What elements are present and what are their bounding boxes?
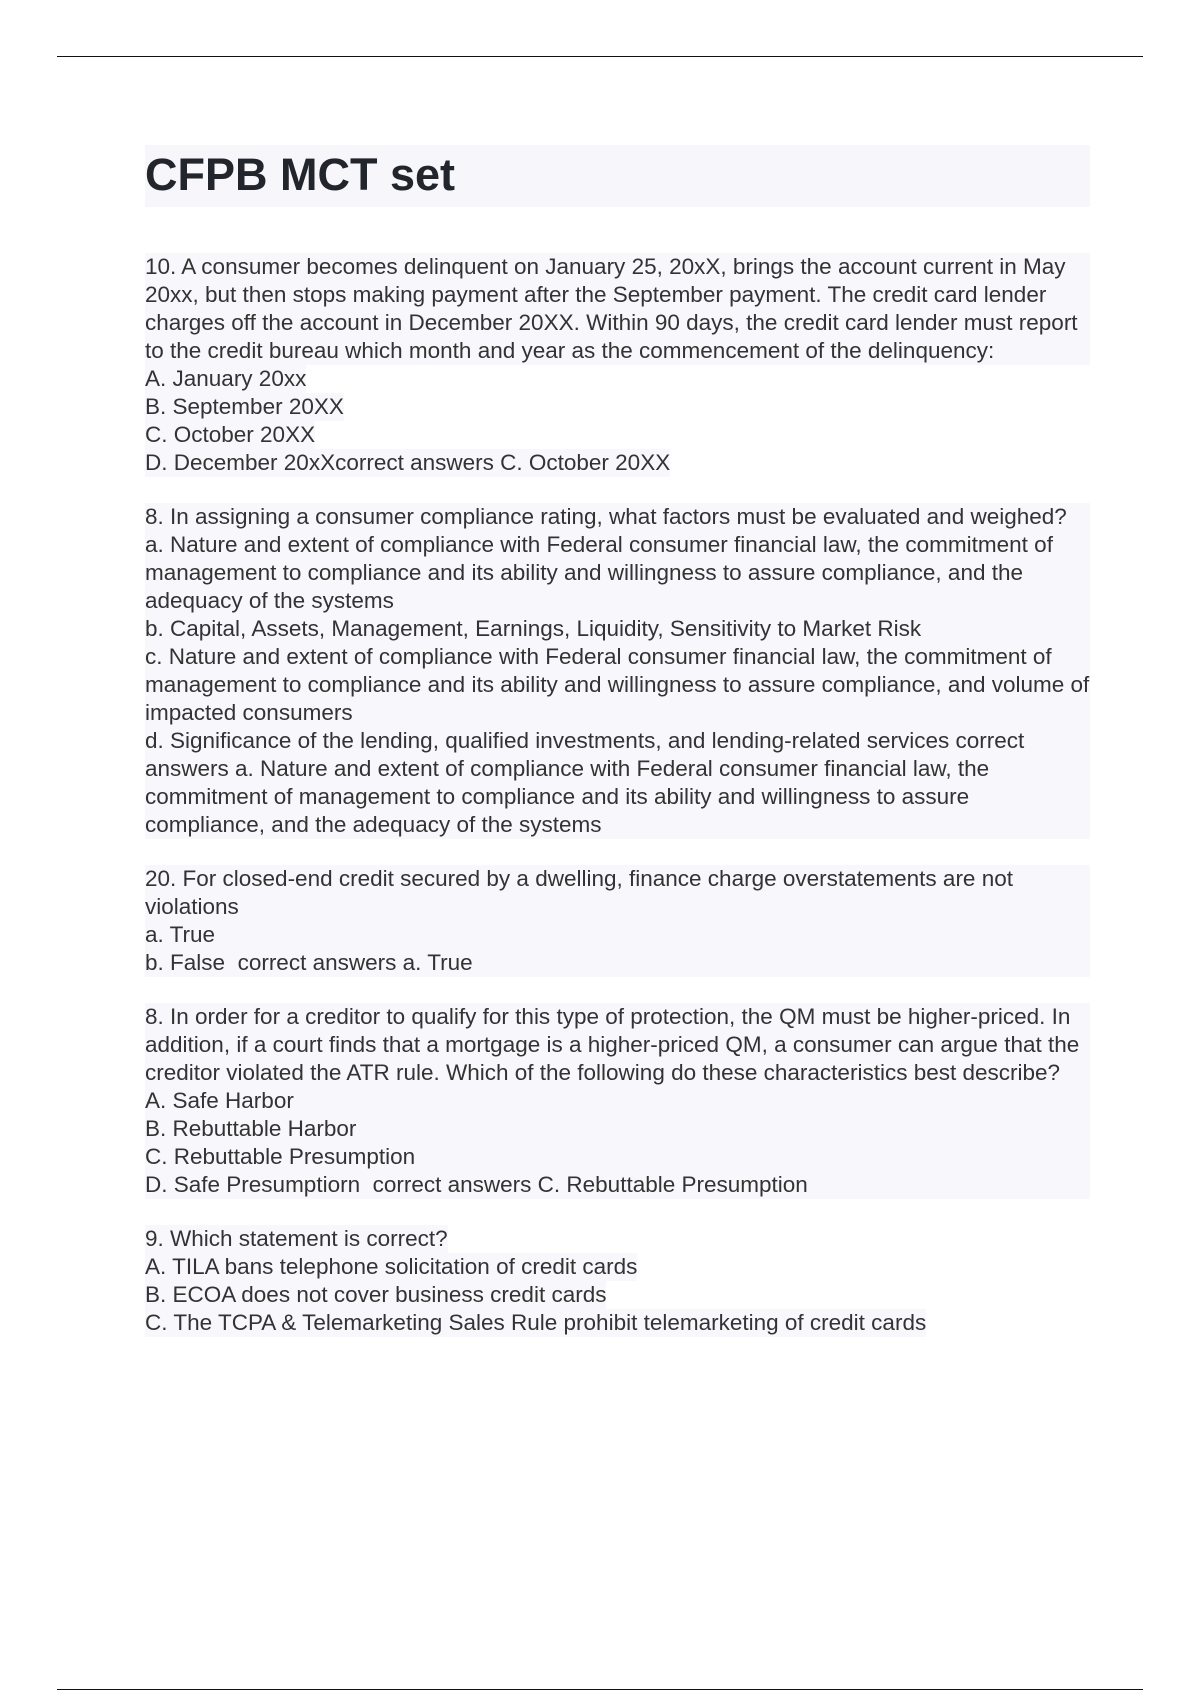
- option: C. Rebuttable Presumption: [145, 1143, 1090, 1171]
- option: B. September 20XX: [145, 394, 344, 419]
- qa-item: [145, 253, 1090, 477]
- qa-list: [145, 253, 1090, 1337]
- document-content: [145, 145, 1090, 1363]
- option: b. False: [145, 950, 226, 975]
- final-option-with-answer: [145, 727, 1090, 839]
- final-option-with-answer: [145, 949, 1090, 977]
- option: B. ECOA does not cover business credit cards: [145, 1282, 607, 1307]
- option: A. TILA bans telephone solicitation of credit cards: [145, 1254, 638, 1279]
- qa-item: [145, 503, 1090, 839]
- final-option-with-answer: [145, 449, 670, 477]
- option: A. Safe Harbor: [145, 1087, 1090, 1115]
- option: B. Rebuttable Harbor: [145, 1115, 1090, 1143]
- option: D. Safe Presumptiorn: [145, 1172, 361, 1197]
- option: C. The TCPA & Telemarketing Sales Rule prohibit telemarketing of credit cards: [145, 1310, 927, 1335]
- option: a. Nature and extent of compliance with Federal consumer financial law, the commitment of management to compliance and its ability and willingness to assure compliance, and the adequacy of the systems: [145, 531, 1090, 615]
- option: D. December 20xX: [145, 450, 336, 475]
- question-text: 8. In assigning a consumer compliance rating, what factors must be evaluated and weighed?: [145, 503, 1090, 531]
- question-text: 20. For closed-end credit secured by a dwelling, finance charge overstatements are not violations: [145, 865, 1090, 921]
- option: c. Nature and extent of compliance with Federal consumer financial law, the commitment of management to compliance and its ability and willingness to assure compliance, and volume of impacted consumers: [145, 644, 1090, 725]
- correct-answer: correct answers a. Nature and extent of compliance with Federal consumer financial law, the commitment of management to compliance and its ability and willingness to assure compliance, and the adequacy of the systems: [145, 728, 1025, 837]
- final-option-with-answer: [145, 1171, 1090, 1199]
- option: A. January 20xx: [145, 366, 307, 391]
- correct-answer: correct answers a. True: [237, 950, 473, 975]
- correct-answer: correct answers C. Rebuttable Presumption: [372, 1172, 808, 1197]
- qa-item: [145, 1225, 1090, 1337]
- qa-item: [145, 865, 1090, 977]
- option: d. Significance of the lending, qualified investments, and lending-related services: [145, 728, 950, 753]
- question-text: 8. In order for a creditor to qualify for this type of protection, the QM must be higher-priced. In addition, if a court finds that a mortgage is a higher-priced QM, a consumer can argue that the creditor violated the ATR rule. Which of the following do these characteristics best describe?: [145, 1003, 1090, 1087]
- option: a. True: [145, 921, 1090, 949]
- qa-item: [145, 1003, 1090, 1199]
- option: b. Capital, Assets, Management, Earnings, Liquidity, Sensitivity to Market Risk: [145, 615, 1090, 643]
- bottom-rule: [57, 1689, 1143, 1690]
- top-rule: [57, 56, 1143, 57]
- question-text: 9. Which statement is correct?: [145, 1226, 448, 1251]
- document-title: CFPB MCT set: [145, 145, 1090, 207]
- correct-answer: correct answers C. October 20XX: [335, 450, 671, 475]
- option: C. October 20XX: [145, 422, 316, 447]
- question-text: 10. A consumer becomes delinquent on January 25, 20xX, brings the account current in May 20xx, but then stops making payment after the September payment. The credit card lender charges off the account in December 20XX. Within 90 days, the credit card lender must report to the credit bureau which month and year as the commencement of the delinquency:: [145, 253, 1090, 365]
